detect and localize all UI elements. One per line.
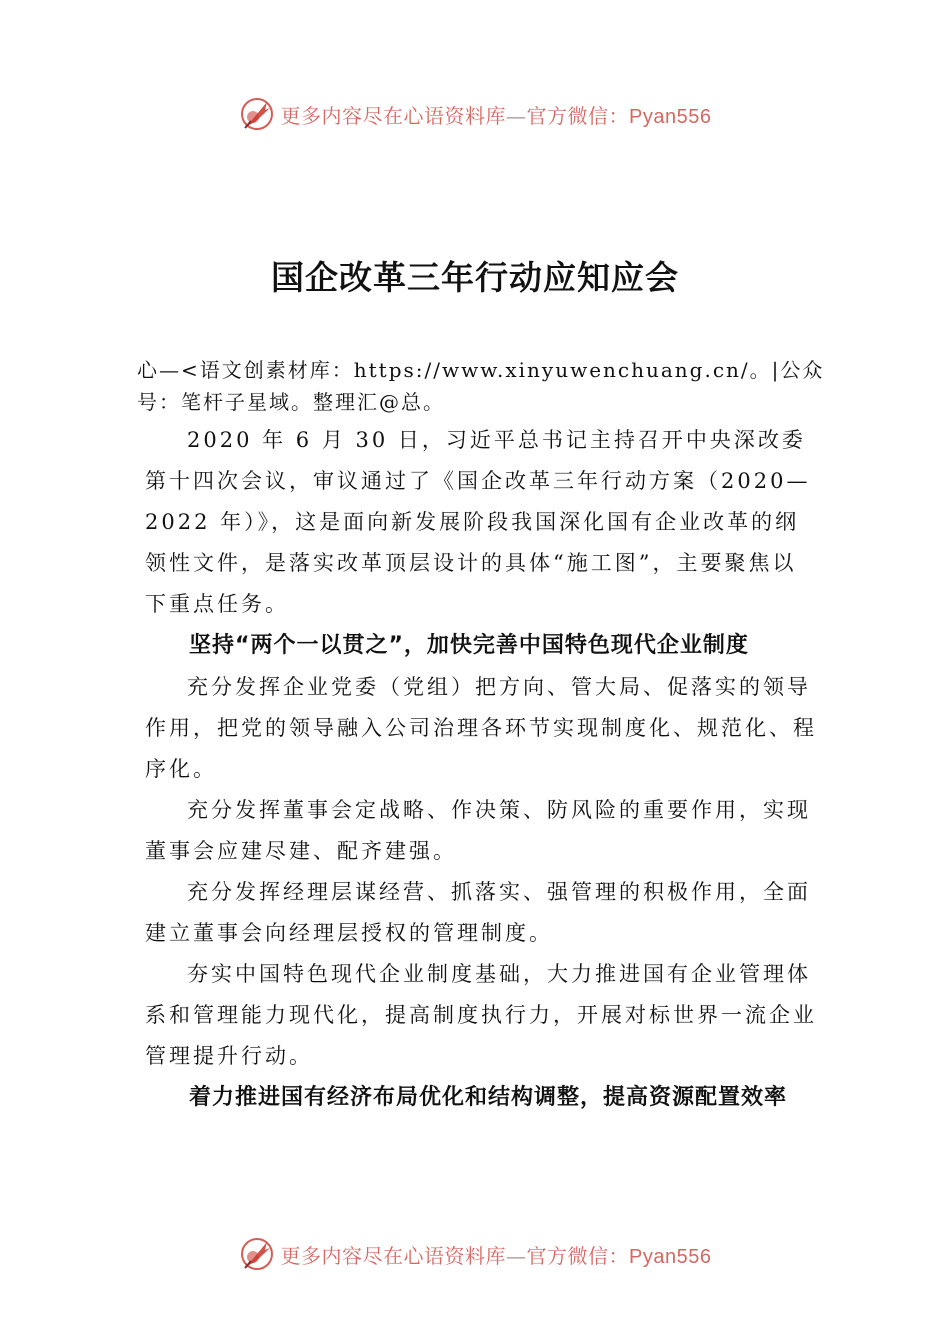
intro-paragraph: 2020 年 6 月 30 日，习近平总书记主持召开中央深改委第十四次会议，审议通过了《国企改革三年行动方案（2020—2022 年）》，这是面向新发展阶段我国深化国有企业改革的纲领性文件，是落实改革顶层设计的具体“施工图”，主要聚焦以下重点任务。 — [145, 428, 811, 616]
section-heading-1: 坚持“两个一以贯之”，加快完善中国特色现代企业制度 — [189, 633, 749, 658]
footer-banner — [0, 1232, 950, 1276]
banner-text — [281, 1240, 712, 1269]
banner-separator: — — [506, 103, 527, 128]
banner-site-text: 更多内容尽在心语资料库 — [280, 103, 507, 128]
banner-site-text: 更多内容尽在心语资料库 — [280, 1243, 507, 1268]
section1-paragraph: 充分发挥企业党委（党组）把方向、管大局、促落实的领导作用，把党的领导融入公司治理各环节实现制度化、规范化、程序化。 — [145, 675, 817, 781]
quill-circle-logo-icon — [239, 1236, 275, 1272]
document-body — [137, 354, 827, 1119]
banner-wechat-id: Pyan556 — [629, 105, 712, 128]
source-line: 心—<语文创素材库：https://www.xinyuwenchuang.cn/。|公众号：笔杆子星域。整理汇@总。 — [137, 358, 825, 414]
banner-wechat-label: 官方微信： — [526, 1243, 630, 1268]
quill-circle-logo-icon — [239, 96, 275, 132]
banner-text — [281, 100, 712, 129]
banner-separator: — — [506, 1243, 527, 1268]
header-banner — [0, 92, 950, 136]
banner-wechat-id: Pyan556 — [629, 1245, 712, 1268]
section1-paragraph: 夯实中国特色现代企业制度基础，大力推进国有企业管理体系和管理能力现代化，提高制度执行力，开展对标世界一流企业管理提升行动。 — [145, 962, 817, 1068]
banner-wechat-label: 官方微信： — [526, 103, 630, 128]
section1-paragraph: 充分发挥董事会定战略、作决策、防风险的重要作用，实现董事会应建尽建、配齐建强。 — [145, 798, 811, 863]
section1-paragraph: 充分发挥经理层谋经营、抓落实、强管理的积极作用，全面建立董事会向经理层授权的管理制度。 — [145, 880, 811, 945]
page-title: 国企改革三年行动应知应会 — [271, 258, 679, 297]
section-heading-2: 着力推进国有经济布局优化和结构调整，提高资源配置效率 — [189, 1085, 788, 1110]
